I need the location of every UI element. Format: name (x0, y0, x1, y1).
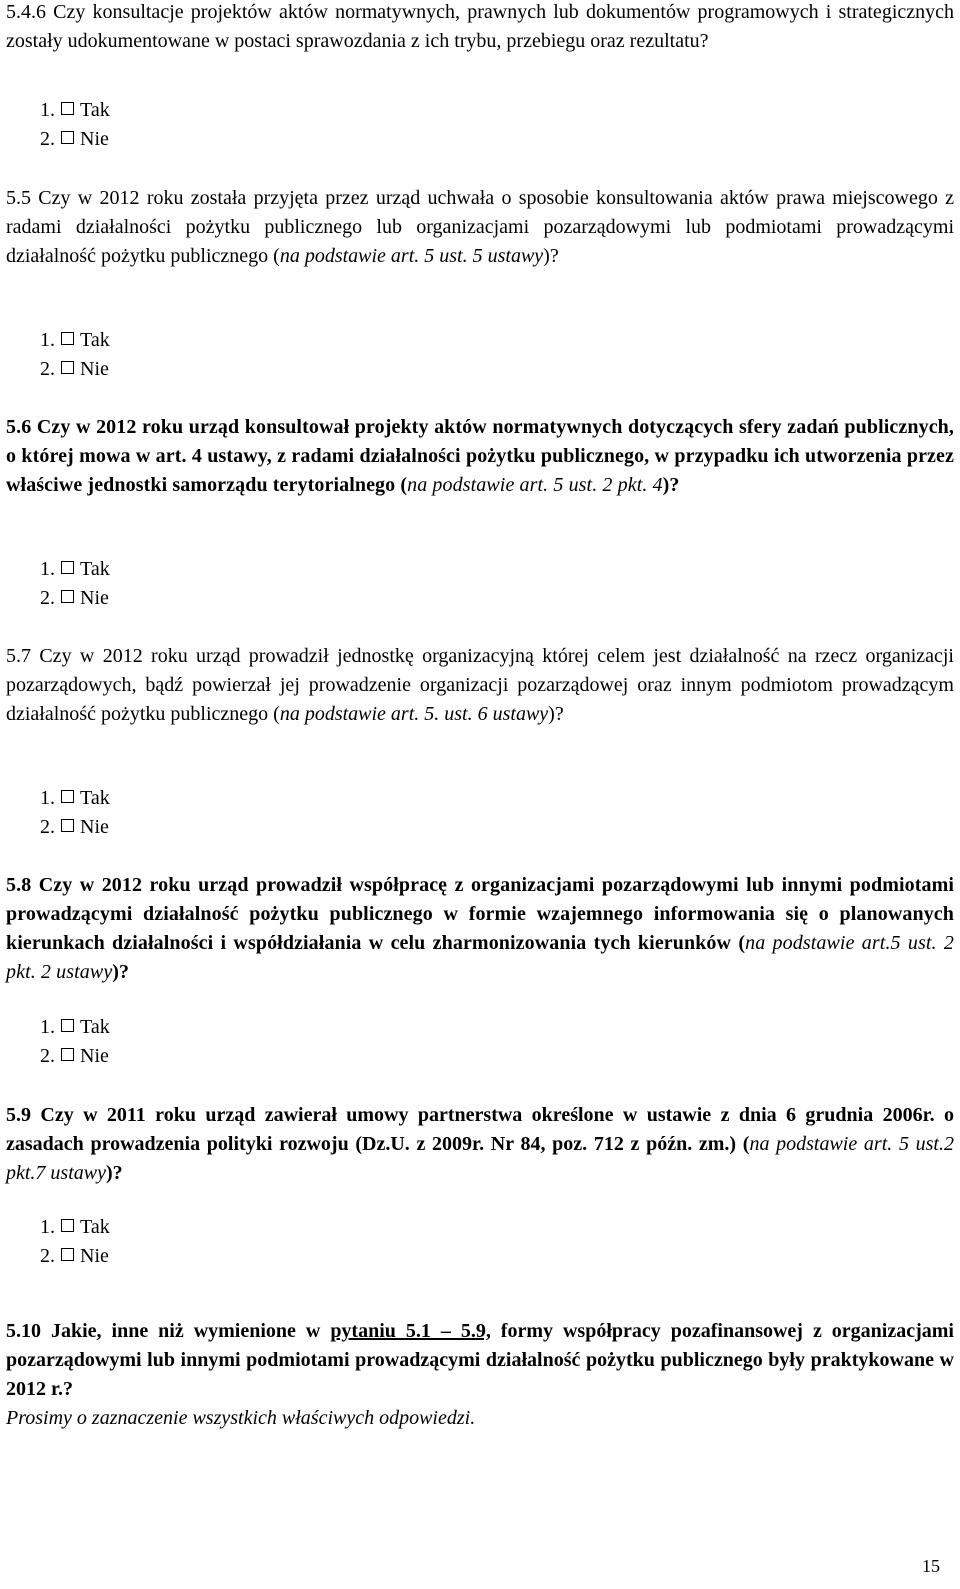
instruction-note: Prosimy o zaznaczenie wszystkich właściwych odpowiedzi. (6, 1407, 476, 1429)
option-yes[interactable]: 1. Tak (40, 99, 110, 121)
checkbox-no[interactable] (61, 590, 74, 603)
option-no[interactable]: 2. Nie (40, 358, 109, 380)
option-yes[interactable]: 1. Tak (40, 558, 110, 580)
checkbox-no[interactable] (61, 361, 74, 374)
question-reference-link[interactable]: pytaniu 5.1 – 5.9, (330, 1320, 491, 1342)
checkbox-no[interactable] (61, 1048, 74, 1061)
legal-reference: na podstawie art. 5 ust. 2 pkt. 4 (407, 474, 663, 496)
option-no[interactable]: 2. Nie (40, 128, 109, 150)
checkbox-yes[interactable] (61, 790, 74, 803)
question-text: 5.5 Czy w 2012 roku została przyjęta przez urząd uchwała o sposobie konsultowania aktów prawa miejscowego z radami działalności pożytku publicznego lub organizacjami pozarządowymi lub podmiotami prowadzącymi działalność pożytku publicznego ( (6, 187, 954, 267)
option-no[interactable]: 2. Nie (40, 1045, 109, 1067)
checkbox-yes[interactable] (61, 1219, 74, 1232)
checkbox-yes[interactable] (61, 561, 74, 574)
question-text: 5.10 Jakie, inne niż wymienione w (6, 1320, 331, 1342)
question-5-6: 5.6 Czy w 2012 roku urząd konsultował projekty aktów normatywnych dotyczących sfery zadań publicznych, o której mowa w art. 4 ustawy, z radami działalności pożytku publicznego, w przypadku ich utworzenia przez właściwe jednostki samorządu terytorialnego (na podstawie art. 5 ust. 2 pkt. 4)? (6, 416, 954, 496)
question-5-10: 5.10 Jakie, inne niż wymienione w pytaniu 5.1 – 5.9, formy współpracy pozafinansowej z organizacjami pozarządowymi lub innymi podmiotami prowadzącymi działalność pożytku publicznego były praktykowane w 2012 r.? Prosimy o zaznaczenie wszystkich właściwych odpowiedzi. (6, 1317, 954, 1433)
question-5-7: 5.7 Czy w 2012 roku urząd prowadził jednostkę organizacyjną której celem jest działalność na rzecz organizacji pozarządowych, bądź powierzał jej prowadzenie organizacji pozarządowej oraz innym podmiotom prowadzącym działalność pożytku publicznego (na podstawie art. 5. ust. 6 ustawy)? (6, 645, 954, 725)
answer-options-5-9 (40, 1213, 340, 1271)
option-no[interactable]: 2. Nie (40, 1245, 109, 1267)
question-text: 5.7 Czy w 2012 roku urząd prowadził jednostkę organizacyjną której celem jest działalność na rzecz organizacji pozarządowych, bądź powierzał jej prowadzenie organizacji pozarządowej oraz innym podmiotom prowadzącym działalność pożytku publicznego ( (6, 645, 954, 725)
legal-reference: na podstawie art. 5 ust. 5 ustawy (279, 245, 544, 267)
checkbox-no[interactable] (61, 1248, 74, 1261)
answer-options-5-4-6 (40, 96, 340, 154)
answer-options-5-7 (40, 784, 340, 842)
checkbox-yes[interactable] (61, 1019, 74, 1032)
option-yes[interactable]: 1. Tak (40, 329, 110, 351)
legal-reference: na podstawie art. 5 ust.2 pkt.7 ustawy (6, 1133, 954, 1184)
page-number: 15 (922, 1556, 940, 1576)
question-5-5: 5.5 Czy w 2012 roku została przyjęta przez urząd uchwała o sposobie konsultowania aktów prawa miejscowego z radami działalności pożytku publicznego lub organizacjami pozarządowymi lub podmiotami prowadzącymi działalność pożytku publicznego (na podstawie art. 5 ust. 5 ustawy)? (6, 187, 954, 267)
option-yes[interactable]: 1. Tak (40, 1216, 110, 1238)
legal-reference: na podstawie art. 5. ust. 6 ustawy (279, 703, 549, 725)
option-yes[interactable]: 1. Tak (40, 787, 110, 809)
question-text: 5.4.6 Czy konsultacje projektów aktów normatywnych, prawnych lub dokumentów programowych i strategicznych zostały udokumentowane w postaci sprawozdania z ich trybu, przebiegu oraz rezultatu? (6, 1, 954, 52)
legal-reference: na podstawie art.5 ust. 2 pkt. 2 ustawy (6, 932, 954, 983)
option-no[interactable]: 2. Nie (40, 587, 109, 609)
question-text: 5.6 Czy w 2012 roku urząd konsultował projekty aktów normatywnych dotyczących sfery zadań publicznych, o której mowa w art. 4 ustawy, z radami działalności pożytku publicznego, w przypadku ich utworzenia przez właściwe jednostki samorządu terytorialnego ( (6, 416, 954, 496)
question-5-8: 5.8 Czy w 2012 roku urząd prowadził współpracę z organizacjami pozarządowymi lub innymi podmiotami prowadzącymi działalność pożytku publicznego w formie wzajemnego informowania się o planowanych kierunkach działalności i współdziałania w celu zharmonizowania tych kierunków (na podstawie art.5 ust. 2 pkt. 2 ustawy)? (6, 874, 954, 983)
checkbox-no[interactable] (61, 819, 74, 832)
question-text: 5.8 Czy w 2012 roku urząd prowadził współpracę z organizacjami pozarządowymi lub innymi podmiotami prowadzącymi działalność pożytku publicznego w formie wzajemnego informowania się o planowanych kierunkach działalności i współdziałania w celu zharmonizowania tych kierunków ( (6, 874, 954, 954)
checkbox-no[interactable] (61, 131, 74, 144)
option-yes[interactable]: 1. Tak (40, 1016, 110, 1038)
answer-options-5-8 (40, 1013, 340, 1071)
question-5-4-6 (6, 0, 954, 56)
checkbox-yes[interactable] (61, 332, 74, 345)
answer-options-5-5 (40, 326, 340, 384)
question-5-9: 5.9 Czy w 2011 roku urząd zawierał umowy partnerstwa określone w ustawie z dnia 6 grudnia 2006r. o zasadach prowadzenia polityki rozwoju (Dz.U. z 2009r. Nr 84, poz. 712 z późn. zm.) (na podstawie art. 5 ust.2 pkt.7 ustawy)? (6, 1104, 954, 1184)
question-text: 5.9 Czy w 2011 roku urząd zawierał umowy partnerstwa określone w ustawie z dnia 6 grudnia 2006r. o zasadach prowadzenia polityki rozwoju (Dz.U. z 2009r. Nr 84, poz. 712 z późn. zm.) ( (6, 1104, 954, 1155)
answer-options-5-6 (40, 555, 340, 613)
checkbox-yes[interactable] (61, 102, 74, 115)
option-no[interactable]: 2. Nie (40, 816, 109, 838)
